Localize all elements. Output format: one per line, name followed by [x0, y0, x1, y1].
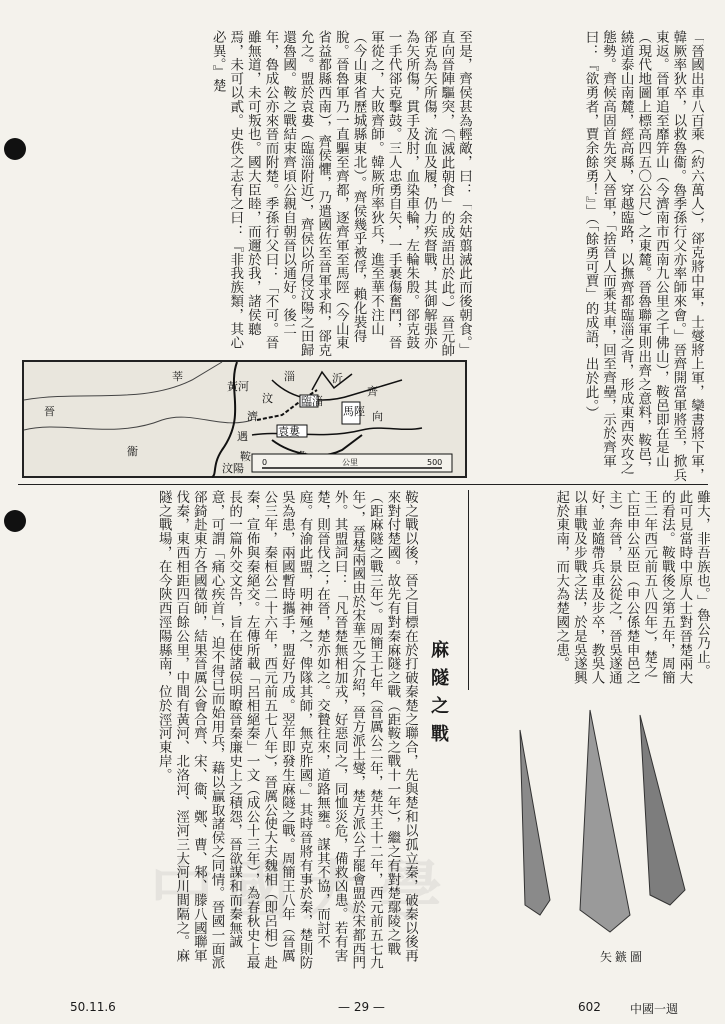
article-text-top-right: 「晉國出車八百乘（約六萬人），郤克將中軍，士燮將上軍，欒書將下軍，韓厥率狄卒，以救魯衞。魯季孫行父亦率師來會。」晉齊開當軍將至，掀兵東返。晉軍追至靡笄山（今濟南市西南九公里之千佛山），鞍邑即在是山（現代地圖上標高四五〇公尺）之東麓。晉魯聯軍則出齊之意料，鞍邑，繞道泰山南麓，經高縣，穿越臨路，以撫齊都臨淄之背，形成東西夾攻之態勢。齊候高固首先突入晉軍，「捨晉人而乘其車，回至齊壘，示於齊軍曰：『欲勇者，賈余餘勇！』」（「餘勇可賈」的成語，出於此。）: [582, 30, 704, 482]
article-text-middle: 至是，齊侯甚為輕敵，曰：「余姑翦滅此而後朝食。」直向晉陣驅突，（「滅此朝食」的成語出於此。）晉元帥郤克為矢所傷，流血及履，仍力疾督戰，其御解張亦為矢所傷，貫手及肘，血染車輪，左輪朱殷。郤克鼓一手代郤克擊鼓。三人忠勇自矢，一手裹傷奮鬥，晉軍從之，大敗齊師。韓厥所率狄兵，進至華不注山（今山東省歷城縣東北）。齊侯幾乎被俘，賴化裝得脫。晉魯軍乃一直驅至齊都，逐齊軍至馬陘（今山東省益都縣西南），齊侯懼，乃遣國佐至晉軍求和，郤克允之。盟於袁婁（臨淄附近），齊侯以所侵汶陽之田歸還魯國。鞍之戰結束齊頃公親自朝晉以通好。後二年，魯成公亦來晉而附楚。季孫行父曰：「不可。晉雖無道，未可叛也。國大臣睦，而邇於我，諸侯聽焉，未可以貳。史佚之志有之曰：『非我族類，其心必異。』楚: [209, 30, 472, 358]
figure-caption: 矢鏃圖: [600, 950, 646, 964]
watermark: 中國大學: [150, 855, 454, 929]
battle-map: [22, 360, 467, 478]
scale-zero: 0: [262, 458, 268, 467]
vertical-divider: [468, 490, 469, 690]
label-place-maxing: 馬陘: [343, 405, 365, 418]
horizontal-divider: [18, 484, 708, 485]
footer-page-center: — 29 —: [338, 1000, 385, 1014]
label-qi: 齊: [367, 385, 378, 398]
label-river-wen: 汶: [262, 392, 273, 405]
arrowhead-2: [580, 710, 630, 932]
binding-hole-top: [4, 138, 26, 160]
label-river-yi: 沂: [332, 372, 343, 385]
scale-unit: 公里: [342, 458, 358, 467]
footer-page-number: 602: [578, 1000, 601, 1014]
label-wei: 衞: [127, 445, 138, 458]
article-text-bottom: 鞍之戰以後，晉之目標在於打破秦楚之聯合，先與楚和以孤立秦，破秦以後再來對付楚國。故先有對秦麻隧之戰（距鞍之戰十一年），繼之有對楚鄢陵之戰（距麻隧之戰三年）。周簡王七年（晉厲公二年，楚共王十二年，西元前五七九年），晉楚兩國由於宋華元之介紹，晉方派士燮，楚方派公子罷會盟於宋都西門外。其盟詞曰：「凡晉楚無相加戎，好惡同之，同恤災危，備救凶患。若有害楚，則晉伐之；在晉，楚亦如之。交贄往來，道路無壅。謀其不協，而討不庭。有渝此盟，明神殛之，俾隊其師，無克胙國。」其時晉將有事於秦，楚則防吳為患，兩國暫時攜手，盟好乃成。翌年即發生麻隧之戰。周簡王八年（晉厲公三年，秦桓公二十六年，西元前五七八年），晉厲公使大夫魏相（即呂相）赴秦，宣佈與秦絕交。左傳所載「呂相絕秦」一文（成公十三年），為春秋史上最長的一篇外交文告，旨在使諸侯明瞭晉秦廉史上之積怨，晉欲謀和而秦無誠意，可謂「痛心疾首」，迫不得已而始用兵，藉以贏取諸侯之同情。晉國一面派郤錡赴東方各國徵師，結果晉厲公會合齊、宋、衞、鄭、曹、邾、滕八國聯軍伐秦，東西相距四百餘公里，中間有黃河、北洛河、涇河三大河川間隔之。麻隧之戰場，在今陝西涇陽縣南，位於涇河東岸。: [155, 490, 418, 970]
scale-max: 500: [427, 458, 443, 467]
arrowhead-1: [520, 730, 550, 915]
arrowhead-3: [640, 715, 685, 905]
label-place-linzi: 臨淄: [301, 395, 323, 408]
label-place-xiang: 向: [372, 410, 383, 423]
label-bank: 遇: [237, 430, 248, 443]
footer-date: 50.11.6: [70, 1000, 116, 1014]
label-river-huang: 黃河: [227, 380, 249, 393]
label-river-zi: 淄: [284, 370, 295, 383]
article-text-bottom-right: 雖大，非吾族也。」魯公乃止。此可見當時中原人士對晉楚兩大的看法。鞍戰後之第五年，周簡王二年西元前五八四年），楚之亡臣申公巫臣（申公係楚申邑之主）奔晉，景公從之，晉吳遂通好，並隨帶兵車及步卒，教吳人以車戰及步戰之法，於是吳遂興起於東南，而大為楚國之患。: [553, 490, 710, 685]
label-place-wenyang: 汶陽: [222, 462, 244, 475]
label-place-xin: 莘: [172, 370, 183, 383]
label-place-yuanlou: 袁婁: [278, 425, 300, 438]
label-jin: 晉: [44, 405, 55, 418]
arrowhead-figure: [480, 700, 710, 945]
label-place-an: 鞍: [240, 450, 251, 463]
footer-publication: 中國一週: [630, 1002, 679, 1016]
section-title: 麻隧之戰: [428, 640, 449, 752]
label-river-ji: 濟: [247, 410, 258, 423]
